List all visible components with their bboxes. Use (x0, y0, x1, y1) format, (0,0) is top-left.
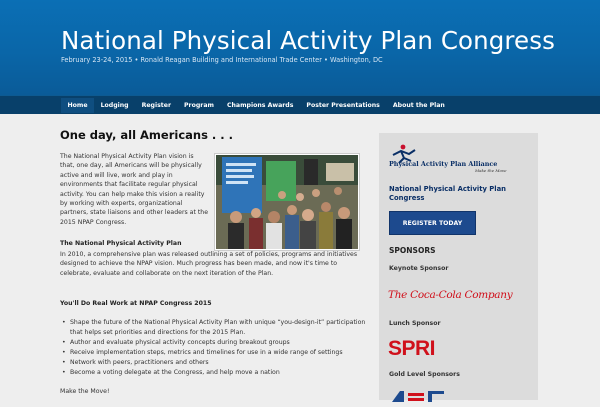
site-tagline: February 23-24, 2015 • Ronald Reagan Building and International Trade Center • Washington, DC (61, 56, 383, 64)
congress-photo (214, 153, 360, 251)
intro-paragraph: The National Physical Activity Plan vision is that, one day, all Americans will be physically active and will live, work and play in environments that facilitate regular physical activity. You can help make this vision a reality by working with experts, organizational partners, state liaisons and other leaders at the 2015 NPAP Congress. (60, 153, 209, 226)
site-header (0, 0, 600, 95)
nav-item-register[interactable]: Register (141, 102, 171, 109)
list-item: • Become a voting delegate at the Congress, and help move a nation (70, 368, 370, 378)
lunch-sponsor-label: Lunch Sponsor (389, 320, 441, 327)
alliance-logo-sub: Make the Move (475, 168, 507, 173)
closing-text: Make the Move! (60, 388, 110, 395)
nav-item-program[interactable]: Program (184, 102, 214, 109)
gold-sponsors-label: Gold Level Sponsors (389, 371, 460, 378)
register-today-button[interactable]: REGISTER TODAY (389, 211, 476, 235)
benefits-list (60, 318, 370, 378)
crowd-photo-image (216, 155, 358, 249)
list-item: • Network with peers, practitioners and others (70, 358, 370, 368)
keynote-sponsor-label: Keynote Sponsor (389, 265, 449, 272)
site-title[interactable]: National Physical Activity Plan Congress (61, 26, 555, 55)
nav-item-home[interactable]: Home (61, 98, 94, 113)
coca-cola-logo-text: The Coca-Cola Company (388, 289, 513, 301)
gold-sponsor-logo-image (388, 389, 448, 403)
work-heading: You'll Do Real Work at NPAP Congress 2015 (60, 300, 212, 307)
alliance-logo[interactable] (389, 141, 509, 176)
spri-logo-text: SPRI (388, 337, 436, 360)
nav-item-poster-presentations[interactable]: Poster Presentations (306, 102, 380, 109)
spri-logo[interactable] (388, 337, 450, 361)
page-title: One day, all Americans . . . (60, 128, 234, 142)
main-nav (0, 95, 600, 115)
coca-cola-logo[interactable] (388, 283, 513, 307)
nav-item-about-the-plan[interactable]: About the Plan (392, 102, 445, 109)
plan-heading: The National Physical Activity Plan (60, 240, 182, 247)
list-item: • Author and evaluate physical activity concepts during breakout groups (70, 338, 370, 348)
congress-link[interactable]: National Physical Activity Plan Congress (389, 185, 506, 202)
list-item: • Receive implementation steps, metrics and timelines for use in a wide range of settings (70, 348, 370, 358)
nav-item-champions-awards[interactable]: Champions Awards (226, 102, 294, 109)
plan-paragraph: In 2010, a comprehensive plan was released outlining a set of policies, programs and initiatives designed to achieve the NPAP vision. Much progress has been made, and now it's time to celebrate, evaluate and collaborate on the next iteration of the Plan. (60, 251, 358, 277)
nav-item-lodging[interactable]: Lodging (100, 102, 129, 109)
alliance-logo-text: Physical Activity Plan Alliance (389, 160, 498, 168)
sponsors-heading: SPONSORS (389, 246, 436, 255)
list-item: • Shape the future of the National Physical Activity Plan with unique “you-design-it” participation that helps set priorities and directions for the 2015 Plan. (70, 318, 370, 338)
